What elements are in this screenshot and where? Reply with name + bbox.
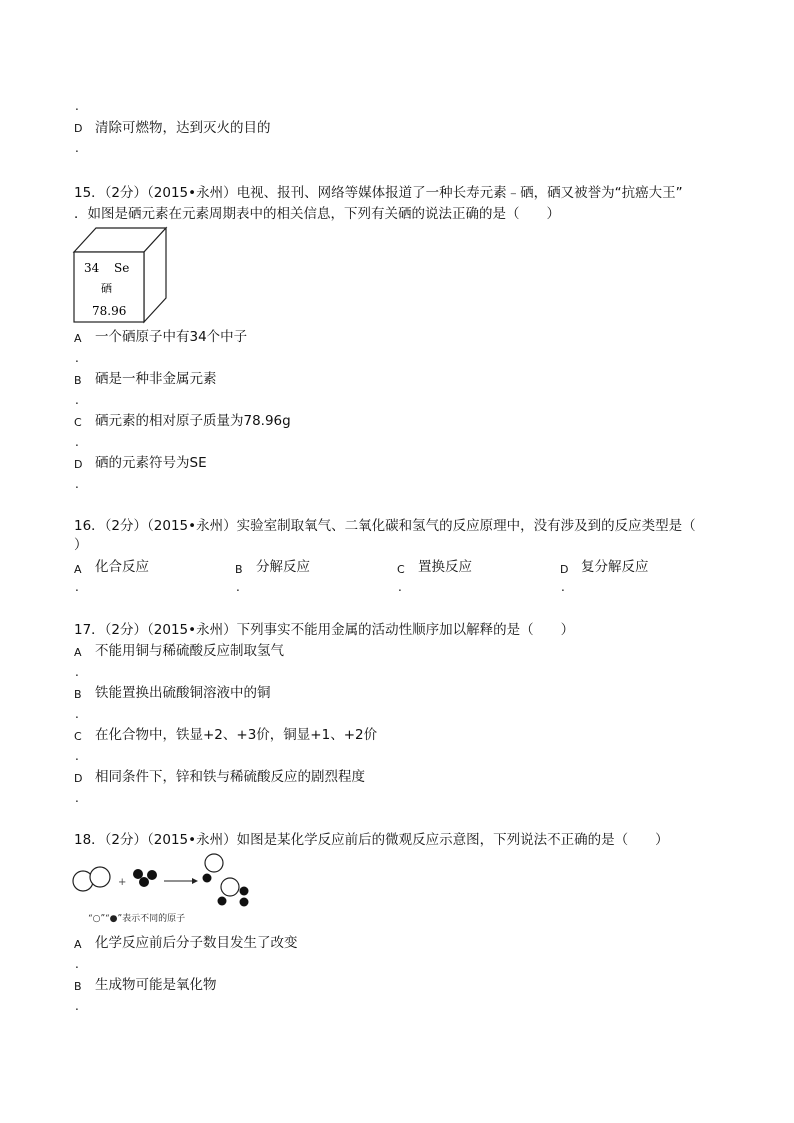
option-text: 化合反应 [95, 559, 149, 575]
option-letter: A [74, 563, 82, 576]
plus-sign: + [118, 877, 127, 888]
option-dot: . [75, 351, 79, 365]
option-letter: D [560, 563, 569, 576]
option-letter: B [74, 688, 82, 701]
option-text: 相同条件下，锌和铁与稀硫酸反应的剧烈程度 [95, 769, 365, 785]
arrow-head-icon [192, 878, 198, 884]
option-dot: . [398, 580, 402, 594]
black-atom-icon [240, 887, 249, 896]
option-text: 清除可燃物，达到灭火的目的 [95, 120, 271, 136]
element-name: 硒 [101, 282, 112, 295]
option-text: 硒是一种非金属元素 [95, 371, 217, 387]
option-letter: D [74, 772, 83, 785]
option-dot: . [75, 580, 79, 594]
option-letter: B [74, 980, 82, 993]
black-atom-icon [147, 870, 157, 880]
selenium-element-card [72, 226, 172, 326]
question-17-stem: 17．（2分）（2015•永州）下列事实不能用金属的活动性顺序加以解释的是（ ） [74, 622, 575, 638]
atomic-mass: 78.96 [92, 304, 127, 318]
option-dot: . [75, 435, 79, 449]
question-18-stem: 18．（2分）（2015•永州）如图是某化学反应前后的微观反应示意图，下列说法不正确的是（ ） [74, 832, 669, 848]
option-text: 硒的元素符号为SE [95, 455, 207, 471]
white-atom-icon [221, 878, 239, 896]
option-dot: . [75, 749, 79, 763]
option-letter: C [397, 563, 405, 576]
option-letter: D [74, 122, 83, 135]
black-atom-icon [240, 898, 249, 907]
option-letter: A [74, 938, 82, 951]
option-text: 不能用铜与稀硫酸反应制取氢气 [95, 643, 284, 659]
option-letter: A [74, 646, 82, 659]
option-text: 硒元素的相对原子质量为78.96g [95, 413, 291, 429]
option-dot: . [75, 393, 79, 407]
option-dot: . [75, 665, 79, 679]
option-letter: C [74, 416, 82, 429]
option-letter: A [74, 332, 82, 345]
atomic-number: 34 [84, 261, 100, 275]
reaction-diagram [72, 851, 262, 927]
option-text: 一个硒原子中有34个中子 [95, 329, 248, 345]
option-text: 分解反应 [256, 559, 310, 575]
question-15-stem-line2: ．如图是硒元素在元素周期表中的相关信息，下列有关硒的说法正确的是（ ） [74, 206, 560, 222]
option-dot: . [236, 580, 240, 594]
option-dot: . [75, 707, 79, 721]
element-symbol: Se [114, 261, 130, 275]
white-atom-icon [205, 854, 223, 872]
option-text: 生成物可能是氧化物 [95, 977, 217, 993]
option-dot: . [75, 99, 79, 113]
option-letter: B [235, 563, 243, 576]
black-atom-icon [139, 877, 149, 887]
option-text: 置换反应 [418, 559, 472, 575]
white-atom-icon [90, 867, 110, 887]
option-letter: C [74, 730, 82, 743]
option-dot: . [75, 957, 79, 971]
option-dot: . [75, 477, 79, 491]
diagram-legend: “○”“●”表示不同的原子 [88, 914, 186, 924]
question-15-stem-line1: 15．（2分）（2015•永州）电视、报刊、网络等媒体报道了一种长寿元素﹣硒，硒又被誉为“抗癌大王” [74, 185, 683, 201]
option-letter: D [74, 458, 83, 471]
option-text: 在化合物中，铁显+2、+3价，铜显+1、+2价 [95, 727, 378, 743]
question-16-stem-line1: 16．（2分）（2015•永州）实验室制取氧气、二氧化碳和氢气的反应原理中，没有涉及到的反应类型是（ [74, 518, 696, 534]
option-text: 化学反应前后分子数目发生了改变 [95, 935, 298, 951]
option-dot: . [75, 791, 79, 805]
question-16-stem-line2: ） [74, 537, 88, 553]
option-text: 铁能置换出硫酸铜溶液中的铜 [95, 685, 271, 701]
black-atom-icon [133, 869, 143, 879]
option-letter: B [74, 374, 82, 387]
option-dot: . [561, 580, 565, 594]
option-dot: . [75, 141, 79, 155]
black-atom-icon [218, 897, 227, 906]
option-text: 复分解反应 [581, 559, 649, 575]
option-dot: . [75, 999, 79, 1013]
black-atom-icon [203, 874, 212, 883]
